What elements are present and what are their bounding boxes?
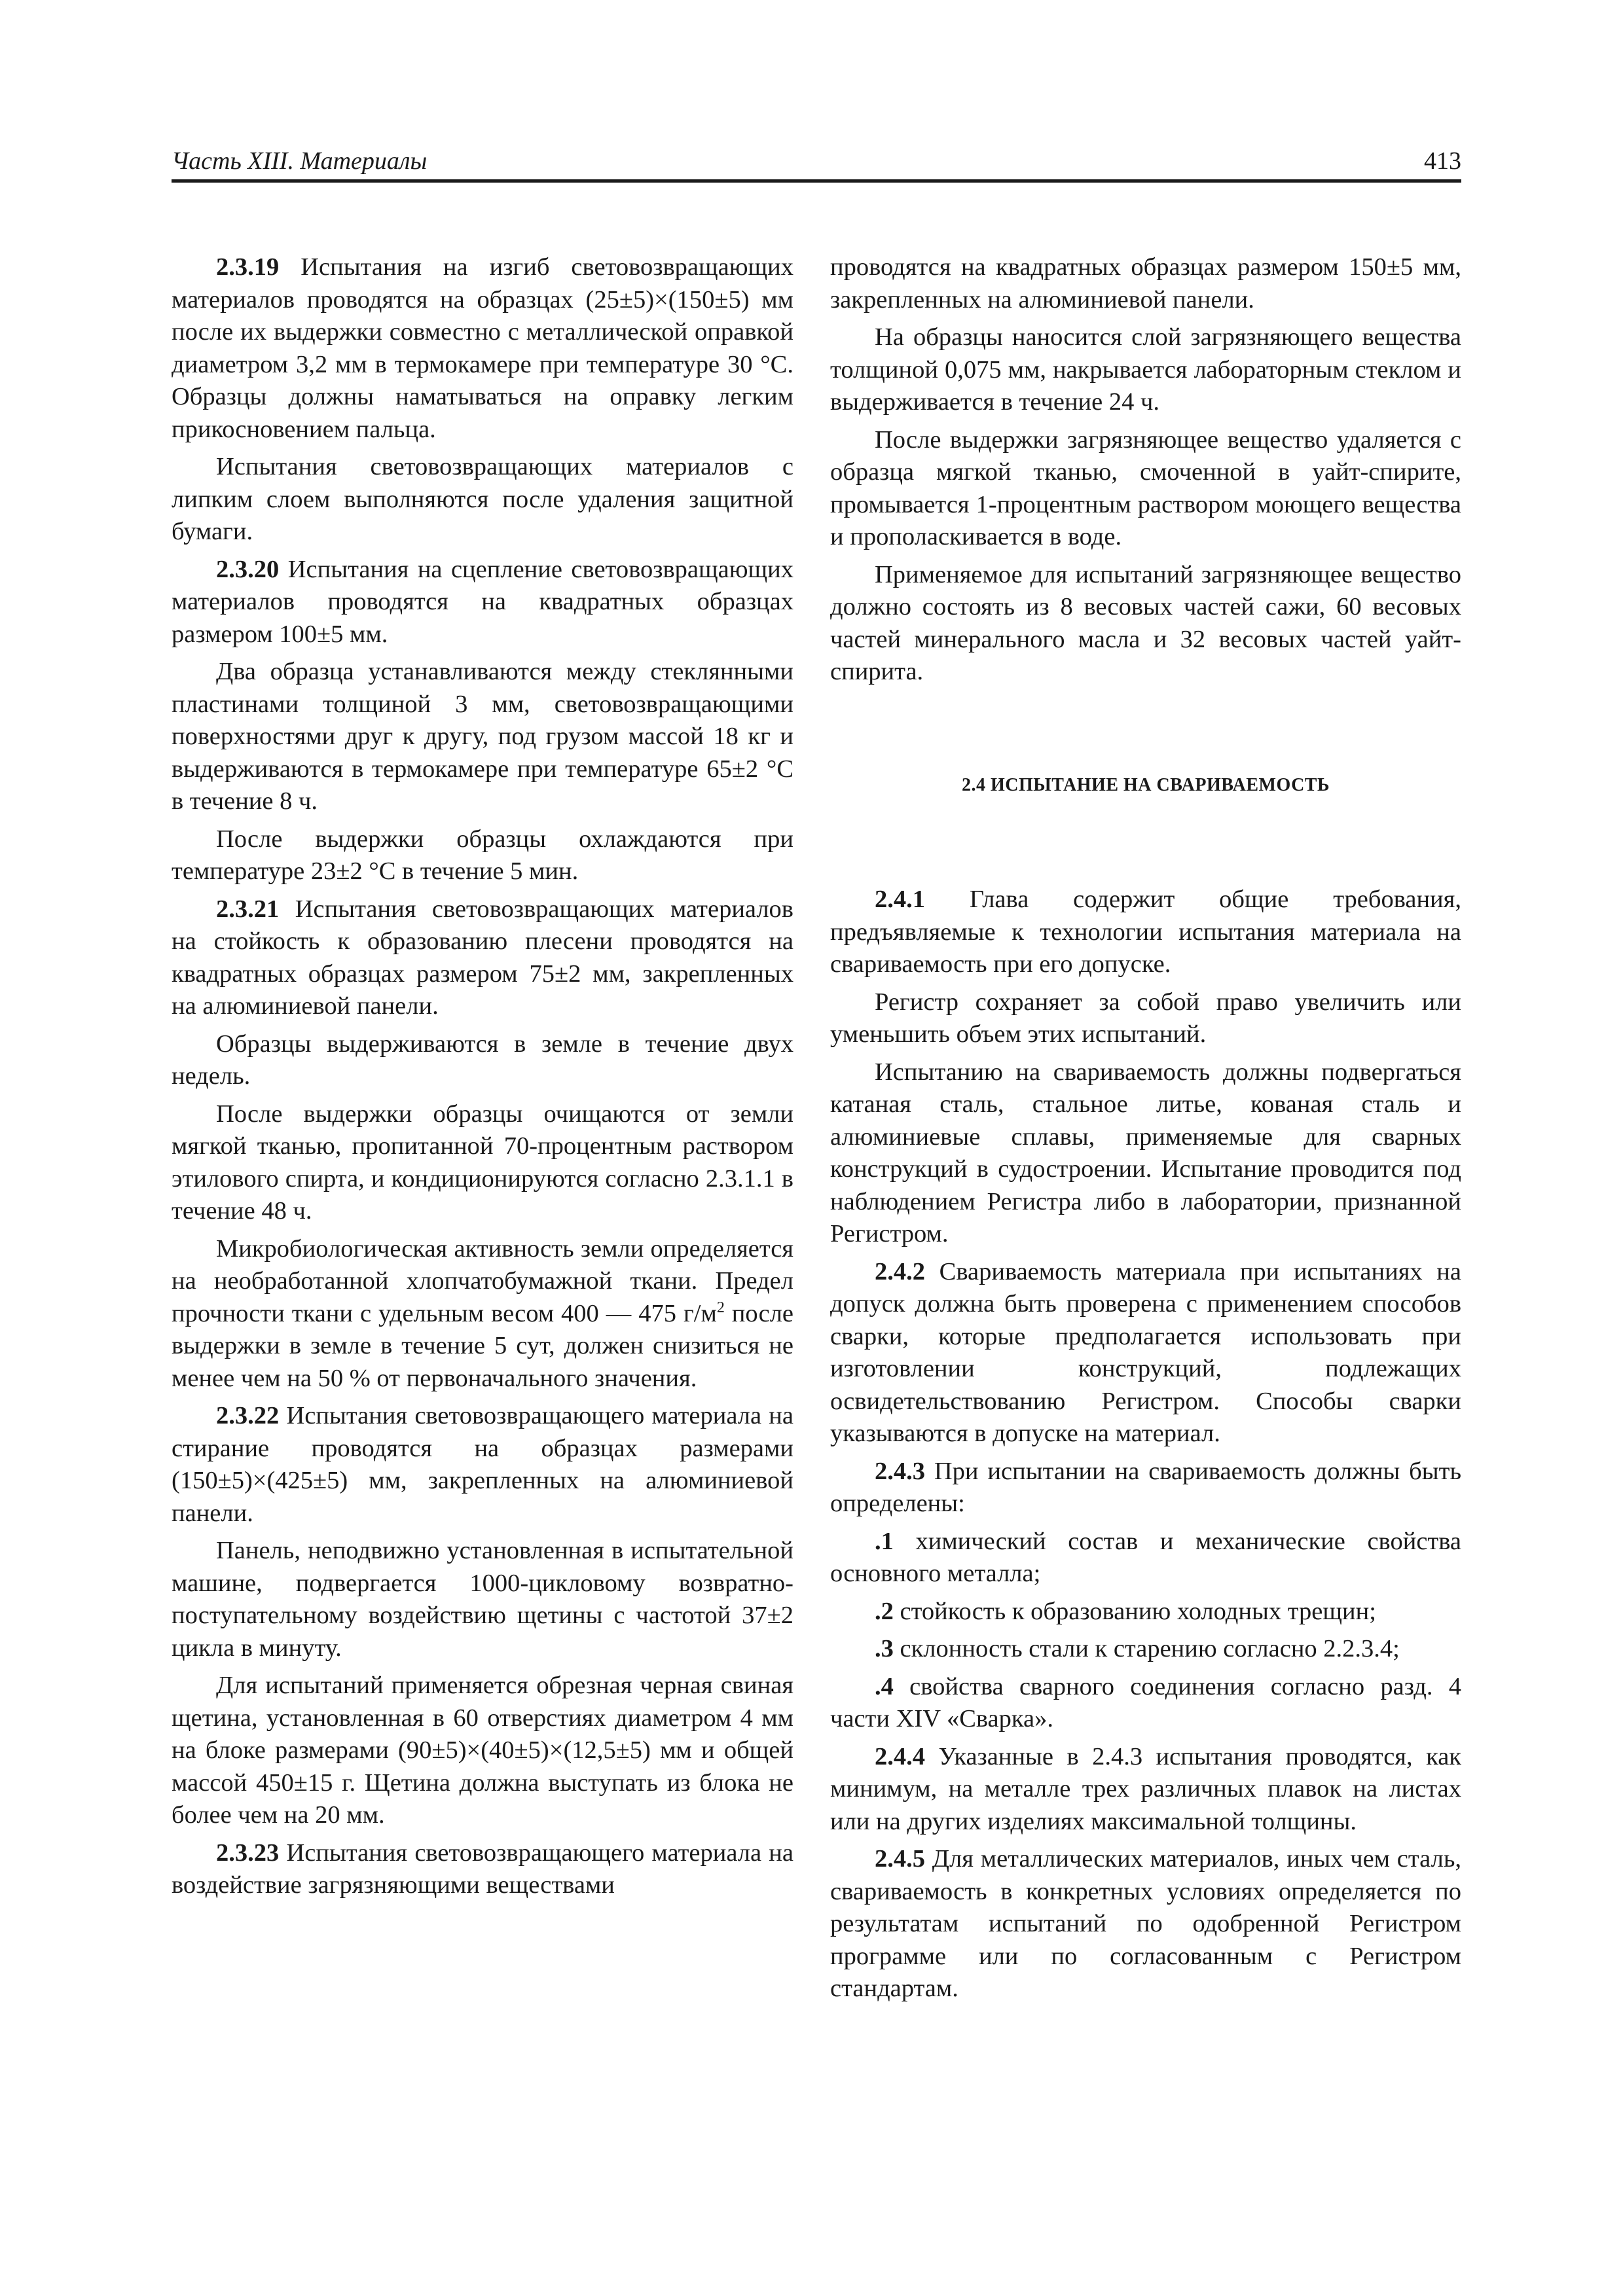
paragraph	[172, 1837, 793, 1902]
paragraph	[172, 1400, 793, 1530]
paragraph	[830, 1526, 1461, 1590]
section-heading: 2.4 ИСПЫТАНИЕ НА СВАРИВАЕМОСТЬ	[961, 774, 1330, 795]
clause-number: 2.3.20	[216, 555, 280, 583]
paragraph	[172, 1535, 793, 1664]
paragraph	[830, 251, 1461, 316]
running-title: Часть XIII. Материалы	[172, 147, 428, 175]
paragraph	[172, 1098, 793, 1228]
paragraph-text: Испытания световозвращающего материала на стирание проводятся на образцах размерами (150±5)×(425±5) мм, закрепленных на алюминиевой панели.	[172, 1402, 793, 1527]
clause-number: .1	[875, 1527, 894, 1555]
left-column	[172, 251, 793, 1907]
paragraph	[172, 554, 793, 651]
paragraph-text: химический состав и механические свойства основного металла;	[830, 1527, 1461, 1587]
paragraph	[830, 559, 1461, 689]
paragraph-text: Испытания световозвращающих материалов с липким слоем выполняются после удаления защитной бумаги.	[172, 453, 793, 545]
paragraph-text-continued: после выдержки в земле в течение 5 сут, должен снизиться не менее чем на 50 % от первоначального значения.	[172, 1299, 793, 1392]
paragraph	[830, 884, 1461, 981]
superscript: 2	[716, 1299, 725, 1316]
page-number: 413	[1424, 147, 1461, 175]
paragraph	[172, 656, 793, 818]
paragraph-text: Указанные в 2.4.3 испытания проводятся, как минимум, на металле трех различных плавок на листах или на других изделиях максимальной толщины.	[830, 1742, 1461, 1835]
paragraph	[830, 986, 1461, 1051]
paragraph	[830, 1456, 1461, 1520]
paragraph-text: Испытания световозвращающего материала на воздействие загрязняющими веществами	[172, 1839, 793, 1899]
paragraph-text: Микробиологическая активность земли определяется на необработанной хлопчатобумажной ткани. Предел прочности ткани с удельным весом 400 — 475 г/м	[172, 1234, 793, 1327]
clause-number: 2.4.4	[875, 1742, 925, 1770]
paragraph-text: склонность стали к старению согласно 2.2.3.4;	[893, 1635, 1400, 1662]
page-header	[172, 145, 1461, 183]
right-top-paragraphs	[830, 251, 1461, 689]
paragraph-text: Испытания на сцепление световозвращающих материалов проводятся на квадратных образцах размером 100±5 мм.	[172, 555, 793, 648]
paragraph	[830, 1596, 1461, 1628]
clause-number: .2	[875, 1597, 894, 1625]
right-bottom-paragraphs	[830, 884, 1461, 2005]
paragraph	[830, 1671, 1461, 1736]
paragraph-text: После выдержки загрязняющее вещество удаляется с образца мягкой тканью, смоченной в уайт-спирите, промывается 1-процентным раствором моющего вещества и прополаскивается в воде.	[830, 425, 1461, 550]
paragraph	[172, 1670, 793, 1832]
paragraph-text: Регистр сохраняет за собой право увеличить или уменьшить объем этих испытаний.	[830, 988, 1461, 1048]
paragraph	[172, 451, 793, 548]
paragraph-text: Для металлических материалов, иных чем сталь, свариваемость в конкретных условиях определяется по результатам испытаний по одобренной Регистром программе или по согласованным с Регистром стандартам.	[830, 1845, 1461, 2002]
right-column	[830, 251, 1461, 2011]
clause-number: 2.4.3	[875, 1457, 925, 1485]
paragraph	[172, 893, 793, 1023]
clause-number: 2.3.22	[216, 1402, 280, 1429]
paragraph	[830, 1256, 1461, 1450]
clause-number: 2.3.21	[216, 895, 280, 923]
clause-number: .3	[875, 1635, 894, 1662]
paragraph-text: На образцы наносится слой загрязняющего вещества толщиной 0,075 мм, накрывается лабораторным стеклом и выдерживается в течение 24 ч.	[830, 323, 1461, 416]
paragraph-text: После выдержки образцы очищаются от земли мягкой тканью, пропитанной 70-процентным раствором этилового спирта, и кондиционируются согласно 2.3.1.1 в течение 48 ч.	[172, 1100, 793, 1225]
paragraph-text: После выдержки образцы охлаждаются при температуре 23±2 °С в течение 5 мин.	[172, 825, 793, 885]
paragraph-text: Два образца устанавливаются между стеклянными пластинами толщиной 3 мм, световозвращающими поверхностями друг к другу, под грузом массой 18 кг и выдерживаются в термокамере при температуре 65±2 °С в течение 8 ч.	[172, 658, 793, 815]
paragraph-text: Применяемое для испытаний загрязняющее вещество должно состоять из 8 весовых частей сажи, 60 весовых частей минерального масла и 32 весовых частей уайт-спирита.	[830, 560, 1461, 685]
clause-number: 2.4.1	[875, 886, 925, 913]
paragraph	[830, 1633, 1461, 1666]
paragraph	[830, 1741, 1461, 1839]
paragraph	[172, 1233, 793, 1395]
paragraph-text: Глава содержит общие требования, предъявляемые к технологии испытания материала на свариваемость при его допуске.	[830, 886, 1461, 978]
paragraph-text: Испытания на изгиб световозвращающих материалов проводятся на образцах (25±5)×(150±5) мм после их выдержки совместно с металлической оправкой диаметром 3,2 мм в термокамере при температуре 30 °С. Образцы должны наматываться на оправку легким прикосновением пальца.	[172, 253, 793, 443]
clause-number: 2.4.2	[875, 1257, 925, 1285]
paragraph-text: Испытания световозвращающих материалов на стойкость к образованию плесени проводятся на квадратных образцах размером 75±2 мм, закрепленных на алюминиевой панели.	[172, 895, 793, 1020]
paragraph-text: Свариваемость материала при испытаниях на допуск должна быть проверена с применением способов сварки, которые предполагается использовать при изготовлении конструкций, подлежащих освидетельствованию Регистром. Способы сварки указываются в допуске на материал.	[830, 1257, 1461, 1447]
paragraph	[172, 251, 793, 446]
clause-number: 2.3.19	[216, 253, 280, 281]
paragraph	[172, 1028, 793, 1093]
paragraph-text: Образцы выдерживаются в земле в течение двух недель.	[172, 1030, 793, 1090]
paragraph-text: Панель, неподвижно установленная в испытательной машине, подвергается 1000-цикловому возвратно-поступательному воздействию щетины с частотой 37±2 цикла в минуту.	[172, 1537, 793, 1662]
paragraph-text: При испытании на свариваемость должны быть определены:	[830, 1457, 1461, 1517]
paragraph	[830, 321, 1461, 419]
paragraph-text: проводятся на квадратных образцах размером 150±5 мм, закрепленных на алюминиевой панели.	[830, 253, 1461, 314]
clause-number: .4	[875, 1672, 894, 1700]
clause-number: 2.4.5	[875, 1845, 925, 1873]
clause-number: 2.3.23	[216, 1839, 280, 1867]
paragraph	[830, 424, 1461, 554]
paragraph	[830, 1843, 1461, 2005]
paragraph	[830, 1056, 1461, 1251]
paragraph-text: Испытанию на свариваемость должны подвергаться катаная сталь, стальное литье, кованая сталь и алюминиевые сплавы, применяемые для сварных конструкций в судостроении. Испытание проводится под наблюдением Регистра либо в лаборатории, признанной Регистром.	[830, 1058, 1461, 1247]
paragraph-text: Для испытаний применяется обрезная черная свиная щетина, установленная в 60 отверстиях диаметром 4 мм на блоке размерами (90±5)×(40±5)×(12,5±5) мм и общей массой 450±15 г. Щетина должна выступать из блока не более чем на 20 мм.	[172, 1672, 793, 1829]
paragraph-text: свойства сварного соединения согласно разд. 4 части XIV «Сварка».	[830, 1672, 1461, 1732]
paragraph	[172, 823, 793, 888]
paragraph-text: стойкость к образованию холодных трещин;	[893, 1597, 1376, 1625]
